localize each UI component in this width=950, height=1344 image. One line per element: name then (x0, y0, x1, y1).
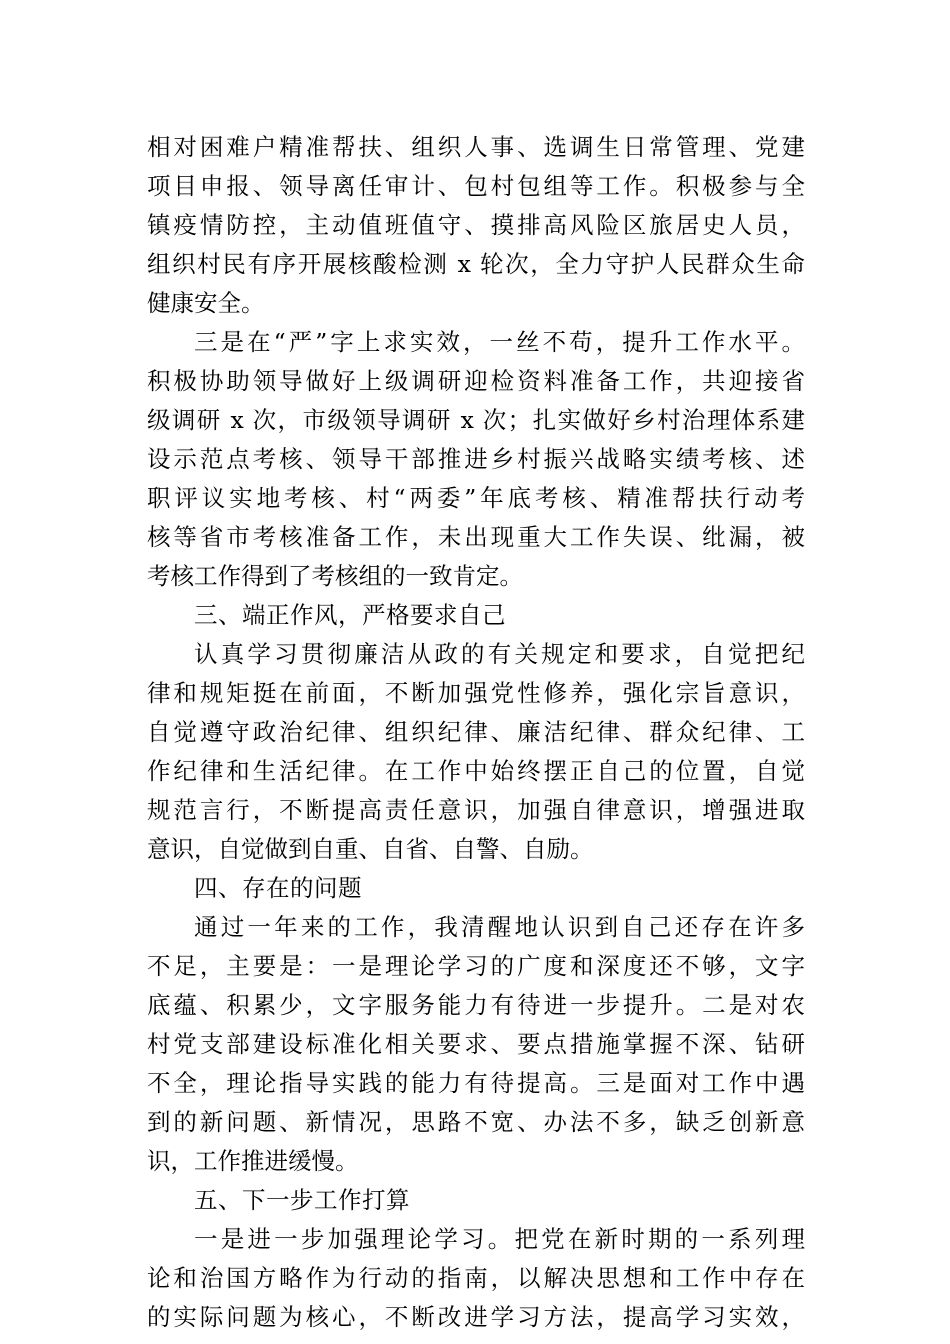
text-line: 自觉遵守政治纪律、组织纪律、廉洁纪律、群众纪律、工 (147, 718, 805, 746)
text-line: 规范言行，不断提高责任意识，加强自律意识，增强进取 (147, 796, 805, 824)
text-line: 村党支部建设标准化相关要求、要点措施掌握不深、钻研 (147, 1030, 805, 1058)
text-line: 级调研 x 次，市级领导调研 x 次；扎实做好乡村治理体系建 (147, 406, 805, 434)
paragraph-start-line: 通过一年来的工作，我清醒地认识到自己还存在许多 (194, 913, 805, 941)
text-line: 识，工作推进缓慢。 (147, 1147, 359, 1175)
section-heading: 三、端正作风，严格要求自己 (194, 601, 506, 629)
text-line: 职评议实地考核、村“两委”年底考核、精准帮扶行动考 (147, 484, 805, 512)
text-line: 律和规矩挺在前面，不断加强党性修养，强化宗旨意识， (147, 679, 805, 707)
text-line: 相对困难户精准帮扶、组织人事、选调生日常管理、党建 (147, 133, 805, 161)
text-line: 考核工作得到了考核组的一致肯定。 (147, 562, 523, 590)
text-line: 组织村民有序开展核酸检测 x 轮次，全力守护人民群众生命 (147, 250, 805, 278)
section-heading: 四、存在的问题 (194, 874, 362, 902)
text-line: 意识，自觉做到自重、自省、自警、自励。 (147, 835, 594, 863)
text-line: 的实际问题为核心，不断改进学习方法，提高学习实效， (147, 1303, 805, 1331)
section-heading: 五、下一步工作打算 (194, 1186, 410, 1214)
text-line: 作纪律和生活纪律。在工作中始终摆正自己的位置，自觉 (147, 757, 805, 785)
text-line: 项目申报、领导离任审计、包村包组等工作。积极参与全 (147, 172, 805, 200)
text-line: 底蕴、积累少，文字服务能力有待进一步提升。二是对农 (147, 991, 805, 1019)
text-line: 镇疫情防控，主动值班值守、摸排高风险区旅居史人员， (147, 211, 805, 239)
text-line: 积极协助领导做好上级调研迎检资料准备工作，共迎接省 (147, 367, 805, 395)
text-line: 不全，理论指导实践的能力有待提高。三是面对工作中遇 (147, 1069, 805, 1097)
text-line: 健康安全。 (147, 289, 265, 317)
text-line: 到的新问题、新情况，思路不宽、办法不多，缺乏创新意 (147, 1108, 805, 1136)
text-line: 不足，主要是：一是理论学习的广度和深度还不够，文字 (147, 952, 805, 980)
text-line: 核等省市考核准备工作，未出现重大工作失误、纰漏，被 (147, 523, 805, 551)
paragraph-start-line: 三是在“严”字上求实效，一丝不苟，提升工作水平。 (194, 328, 805, 356)
paragraph-start-line: 一是进一步加强理论学习。把党在新时期的一系列理 (194, 1225, 805, 1253)
text-line: 设示范点考核、领导干部推进乡村振兴战略实绩考核、述 (147, 445, 805, 473)
document-page (147, 128, 805, 1337)
text-line: 论和治国方略作为行动的指南，以解决思想和工作中存在 (147, 1264, 805, 1292)
paragraph-start-line: 认真学习贯彻廉洁从政的有关规定和要求，自觉把纪 (194, 640, 805, 668)
